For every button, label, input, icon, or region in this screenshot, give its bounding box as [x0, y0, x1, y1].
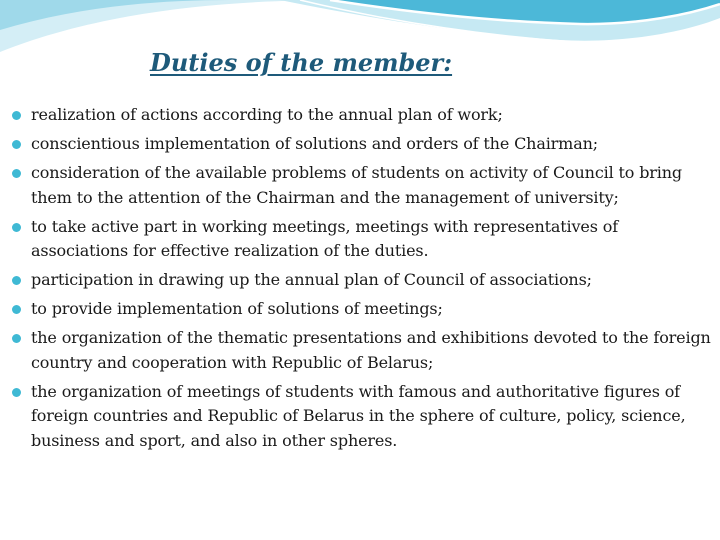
list-item — [12, 103, 714, 128]
duties-list — [12, 103, 714, 458]
bullet-icon — [12, 276, 21, 285]
list-item — [12, 380, 714, 454]
list-item-text: participation in drawing up the annual plan of Council of associations; — [31, 270, 592, 289]
list-item — [12, 161, 714, 210]
slide-title: Duties of the member: — [150, 48, 453, 77]
list-item-text: the organization of meetings of students with famous and authoritative figures of foreign countries and Republic of Belarus in the sphere of culture, policy, science, business and sport, and also in other spheres. — [31, 381, 686, 450]
list-item-text: to take active part in working meetings, meetings with representatives of associations for effective realization of the duties. — [31, 216, 618, 260]
list-item-text: realization of actions according to the annual plan of work; — [31, 105, 503, 124]
list-item — [12, 326, 714, 375]
list-item-text: consideration of the available problems of students on activity of Council to bring them to the attention of the Chairman and the management of university; — [31, 163, 683, 207]
list-item — [12, 297, 714, 322]
list-item-text: the organization of the thematic presentations and exhibitions devoted to the foreign country and cooperation with Republic of Belarus; — [31, 328, 711, 372]
list-item — [12, 132, 714, 157]
bullet-icon — [12, 111, 21, 120]
bullet-icon — [12, 169, 21, 178]
bullet-icon — [12, 140, 21, 149]
bullet-icon — [12, 223, 21, 232]
bullet-icon — [12, 388, 21, 397]
bullet-icon — [12, 305, 21, 314]
list-item — [12, 268, 714, 293]
list-item — [12, 215, 714, 264]
bullet-icon — [12, 334, 21, 343]
list-item-text: conscientious implementation of solutions and orders of the Chairman; — [31, 134, 598, 153]
list-item-text: to provide implementation of solutions of meetings; — [31, 299, 443, 318]
